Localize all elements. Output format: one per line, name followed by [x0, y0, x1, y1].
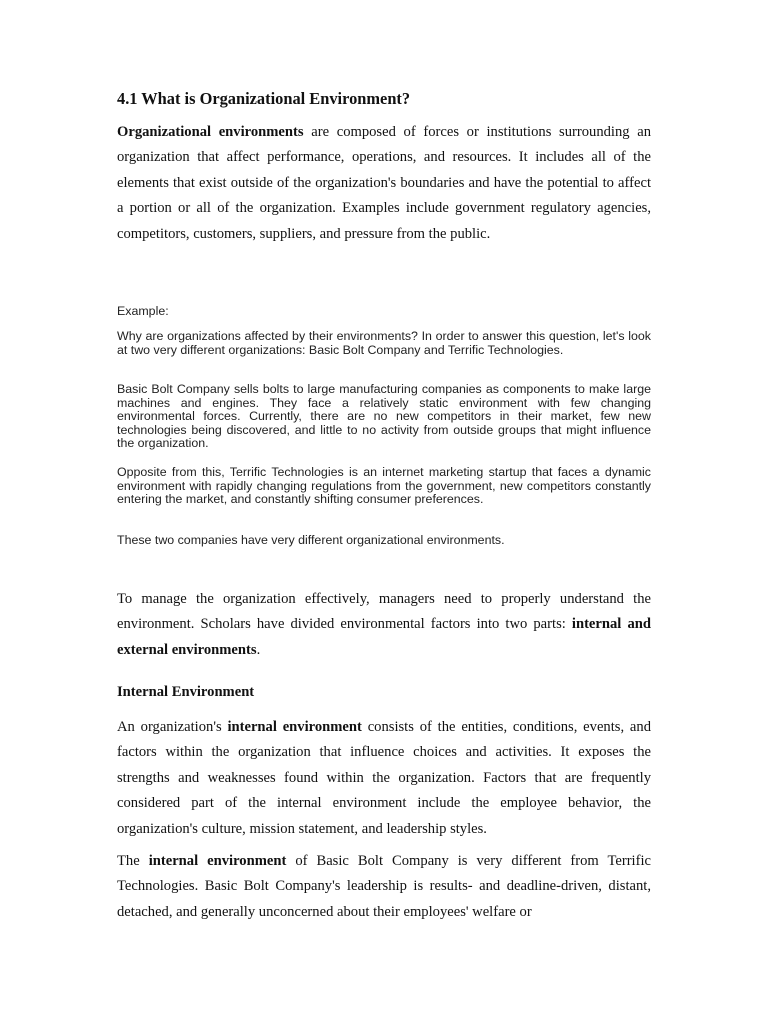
- manage-paragraph: [117, 587, 651, 663]
- example-paragraph-2: Basic Bolt Company sells bolts to large manufacturing companies as components to make large machines and engines. They face a relatively static environment with few changing environmental forces. Currently, there are no new competitors in their market, few new technologies being discovered, and little to no activity from outside groups that might influence the organization.: [117, 382, 651, 451]
- intro-paragraph: [117, 120, 651, 247]
- internal-p1-pre: An organization's: [117, 719, 228, 735]
- manage-end: .: [256, 641, 261, 658]
- intro-text: are composed of forces or institutions surrounding an organization that affect performance, operations, and resources. It includes all of the elements that exist outside of the organization's boundaries and have the potential to affect a portion or all of the organization. Examples include government regulatory agencies, competitors, customers, suppliers, and pressure from the public.: [117, 124, 651, 242]
- internal-p2-pre: The: [117, 853, 149, 869]
- internal-paragraph-2: [117, 849, 651, 925]
- example-paragraph-3: Opposite from this, Terrific Technologies is an internet marketing startup that faces a dynamic environment with rapidly changing regulations from the government, new competitors constantly entering the market, and constantly shifting consumer preferences.: [117, 465, 651, 507]
- internal-paragraph-1: [117, 715, 651, 842]
- internal-environment-heading: Internal Environment: [117, 684, 255, 700]
- internal-p1-bold: internal environment: [227, 719, 362, 735]
- manage-bold: internal and external environments: [117, 616, 651, 658]
- example-paragraph-1: Why are organizations affected by their environments? In order to answer this question, let's look at two very different organizations: Basic Bolt Company and Terrific Technologies.: [117, 329, 651, 357]
- manage-text: To manage the organization effectively, managers need to properly understand the environment. Scholars have divided environmental factors into two parts:: [117, 591, 651, 633]
- internal-p1-text: consists of the entities, conditions, events, and factors within the organization that influence choices and activities. It exposes the strengths and weaknesses found within the organization. Factors that are frequently considered part of the internal environment include the employee behavior, the organization's culture, mission statement, and leadership styles.: [117, 719, 651, 837]
- internal-p2-bold: internal environment: [148, 853, 287, 869]
- intro-term: Organizational environments: [117, 124, 304, 140]
- internal-p2-text: of Basic Bolt Company is very different from Terrific Technologies. Basic Bolt Company's leadership is results- and deadline-driven, distant, detached, and generally unconcerned about their employees' welfare or: [117, 853, 651, 920]
- example-label: Example:: [117, 304, 169, 318]
- example-paragraph-4: These two companies have very different organizational environments.: [117, 533, 505, 547]
- section-title: 4.1 What is Organizational Environment?: [117, 89, 411, 108]
